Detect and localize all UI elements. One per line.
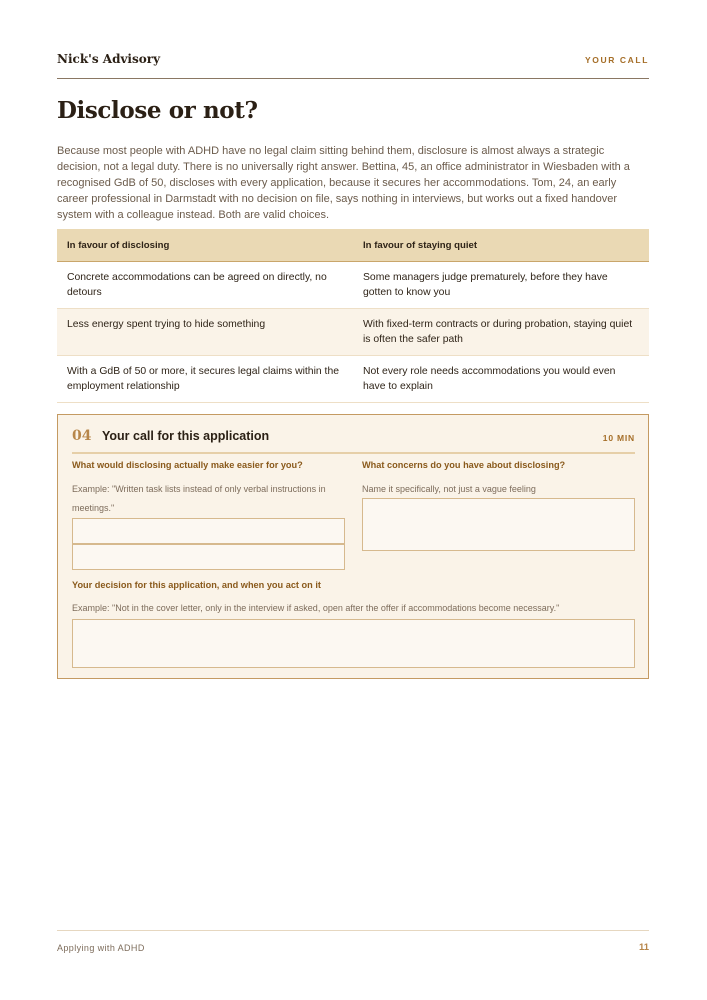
table-cell: Some managers judge prematurely, before they have gotten to know you	[353, 262, 649, 309]
benefits-input-line-1[interactable]	[72, 518, 345, 544]
question-concerns-hint: Name it specifically, not just a vague feeling	[362, 484, 536, 494]
table-cell: With a GdB of 50 or more, it secures legal claims within the employment relationship	[57, 356, 353, 403]
question-benefits-hint: Example: "Written task lists instead of only verbal instructions in meetings."	[72, 484, 326, 513]
benefits-input-line-2[interactable]	[72, 544, 345, 570]
exercise-box	[57, 414, 649, 679]
section-label: YOUR CALL	[585, 55, 649, 65]
decision-input[interactable]	[72, 619, 635, 668]
question-concerns-label: What concerns do you have about disclosing?	[362, 460, 566, 470]
table-header-row	[57, 229, 649, 262]
time-estimate: 10 MIN	[602, 433, 635, 443]
exercise-title: Your call for this application	[102, 429, 270, 443]
table-cell: Not every role needs accommodations you would even have to explain	[353, 356, 649, 403]
intro-paragraph: Because most people with ADHD have no legal claim sitting behind them, disclosure is almost always a strategic decision, not a legal duty. There is no universally right answer. Bettina, 45, an office administrator in Wiesbaden with a recognised GdB of 50, discloses with every application, because it secures her accommodations. Tom, 24, an early career professional in Darmstadt with no decision on file, says nothing in interviews, but works out a fixed handover system with a colleague instead. Both are valid choices.	[57, 145, 630, 221]
pros-cons-table	[57, 229, 649, 403]
table-row	[57, 356, 649, 403]
exercise-number: 04	[72, 428, 92, 444]
page-number: 11	[638, 942, 649, 953]
concerns-input[interactable]	[362, 498, 635, 551]
brand-name: Nick's Advisory	[57, 52, 161, 66]
exercise-header	[72, 428, 635, 454]
page-header	[57, 52, 649, 79]
column-header-quiet: In favour of staying quiet	[353, 229, 649, 262]
table-cell: Concrete accommodations can be agreed on directly, no detours	[57, 262, 353, 309]
table-cell: Less energy spent trying to hide something	[57, 309, 353, 356]
table-row	[57, 262, 649, 309]
page-title: Disclose or not?	[57, 97, 258, 124]
question-decision-label: Your decision for this application, and when you act on it	[72, 580, 321, 590]
footer-document-title: Applying with ADHD	[57, 943, 145, 953]
table-row	[57, 309, 649, 356]
table-cell: With fixed-term contracts or during probation, staying quiet is often the safer path	[353, 309, 649, 356]
question-decision-hint: Example: "Not in the cover letter, only in the interview if asked, open after the offer if accommodations become necessary."	[72, 603, 560, 613]
question-benefits-label: What would disclosing actually make easier for you?	[72, 460, 303, 470]
page-footer	[57, 930, 649, 953]
column-header-disclose: In favour of disclosing	[57, 229, 353, 262]
